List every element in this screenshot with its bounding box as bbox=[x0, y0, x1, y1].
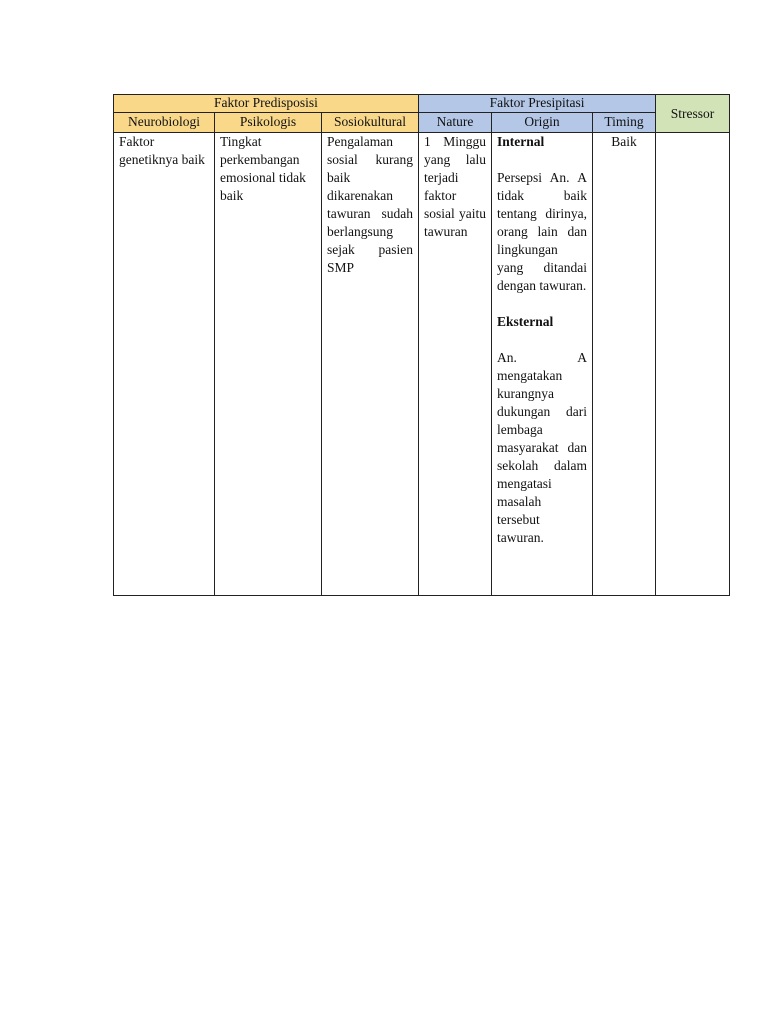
column-header-nature: Nature bbox=[419, 113, 492, 133]
cell-origin bbox=[492, 133, 593, 596]
table-row bbox=[114, 133, 730, 596]
column-header-timing: Timing bbox=[593, 113, 656, 133]
cell-sosiokultural: Pengalaman sosial kurang baik dikarenakan tawuran sudah berlangsung sejak pasien SMP bbox=[322, 133, 419, 596]
header-faktor-presipitasi: Faktor Presipitasi bbox=[419, 95, 656, 113]
column-header-origin: Origin bbox=[492, 113, 593, 133]
cell-nature: 1 Minggu yang lalu terjadi faktor sosial yaitu tawuran bbox=[419, 133, 492, 596]
column-header-sosiokultural: Sosiokultural bbox=[322, 113, 419, 133]
stressor-analysis-table bbox=[113, 94, 730, 596]
cell-neurobiologi: Faktor genetiknya baik bbox=[114, 133, 215, 596]
header-faktor-predisposisi: Faktor Predisposisi bbox=[114, 95, 419, 113]
cell-psikologis: Tingkat perkembangan emosional tidak baik bbox=[215, 133, 322, 596]
cell-timing: Baik bbox=[593, 133, 656, 596]
header-stressor: Stressor bbox=[656, 95, 730, 133]
origin-internal-text: Persepsi An. A tidak baik tentang dirinya, orang lain dan lingkungan yang ditandai dengan tawuran. bbox=[497, 170, 587, 293]
origin-eksternal-heading: Eksternal bbox=[497, 314, 554, 329]
origin-internal-heading: Internal bbox=[497, 134, 545, 149]
column-header-neurobiologi: Neurobiologi bbox=[114, 113, 215, 133]
origin-eksternal-text: An. A mengatakan kurangnya dukungan dari lembaga masyarakat dan sekolah dalam mengatasi masalah tersebut tawuran. bbox=[497, 350, 587, 545]
cell-stressor bbox=[656, 133, 730, 596]
column-header-psikologis: Psikologis bbox=[215, 113, 322, 133]
